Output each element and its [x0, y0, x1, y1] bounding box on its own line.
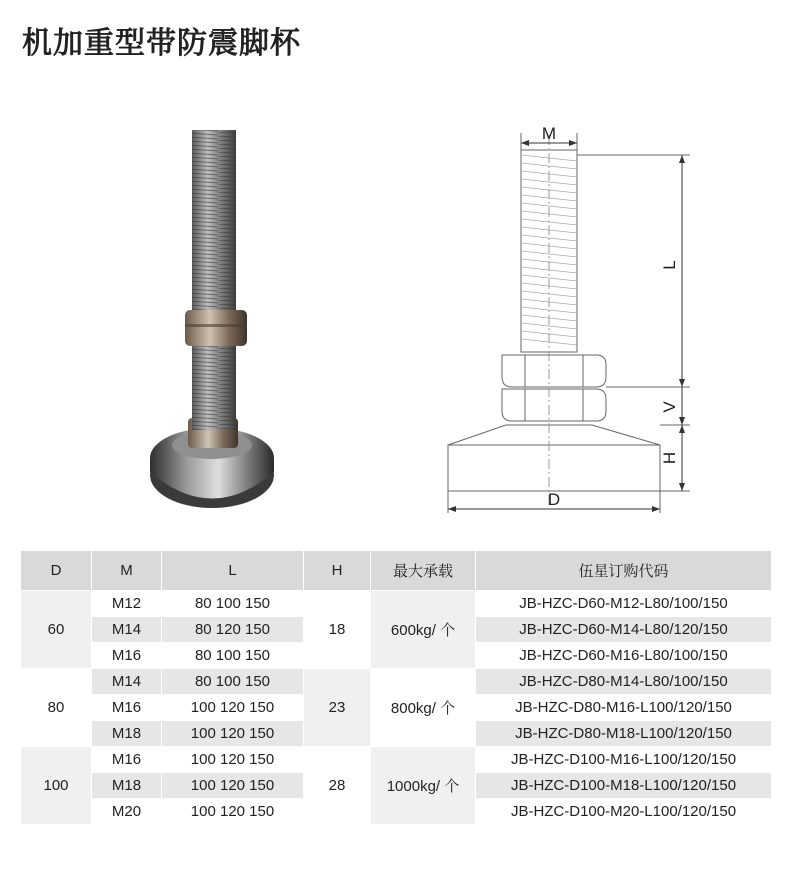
cell-code: JB-HZC-D100-M16-L100/120/150 — [476, 747, 772, 773]
cell-l: 100 120 150 — [162, 773, 304, 799]
cell-m: M16 — [92, 643, 162, 669]
cell-l: 100 120 150 — [162, 799, 304, 825]
dim-d-label: D — [547, 490, 561, 509]
cell-code: JB-HZC-D100-M18-L100/120/150 — [476, 773, 772, 799]
cell-m: M16 — [92, 747, 162, 773]
cell-h: 28 — [304, 747, 371, 825]
cell-l: 100 120 150 — [162, 695, 304, 721]
dimension-drawing — [420, 115, 720, 525]
spec-table — [20, 550, 772, 825]
cell-m: M16 — [92, 695, 162, 721]
cell-load: 1000kg/ 个 — [371, 747, 476, 825]
cell-l: 100 120 150 — [162, 747, 304, 773]
cell-d: 100 — [21, 747, 92, 825]
cell-code: JB-HZC-D80-M14-L80/100/150 — [476, 669, 772, 695]
header-m: M — [92, 551, 162, 591]
table-row — [21, 591, 772, 617]
cell-l: 80 100 150 — [162, 643, 304, 669]
cell-m: M20 — [92, 799, 162, 825]
cell-code: JB-HZC-D60-M14-L80/120/150 — [476, 617, 772, 643]
header-l: L — [162, 551, 304, 591]
header-order-code: 伍星订购代码 — [476, 551, 772, 591]
product-photo — [130, 120, 330, 520]
cell-m: M14 — [92, 617, 162, 643]
dim-v-label: V — [660, 401, 679, 413]
cell-h: 23 — [304, 669, 371, 747]
cell-l: 80 100 150 — [162, 591, 304, 617]
table-header-row — [21, 551, 772, 591]
cell-code: JB-HZC-D100-M20-L100/120/150 — [476, 799, 772, 825]
cell-l: 100 120 150 — [162, 721, 304, 747]
cell-l: 80 120 150 — [162, 617, 304, 643]
cell-l: 80 100 150 — [162, 669, 304, 695]
cell-load: 800kg/ 个 — [371, 669, 476, 747]
cell-d: 60 — [21, 591, 92, 669]
cell-code: JB-HZC-D60-M16-L80/100/150 — [476, 643, 772, 669]
dim-h-label: H — [660, 451, 679, 465]
table-row — [21, 669, 772, 695]
header-max-load: 最大承载 — [371, 551, 476, 591]
cell-m: M18 — [92, 773, 162, 799]
table-row — [21, 747, 772, 773]
header-h: H — [304, 551, 371, 591]
cell-m: M12 — [92, 591, 162, 617]
cell-code: JB-HZC-D60-M12-L80/100/150 — [476, 591, 772, 617]
dim-l-label: L — [660, 260, 679, 270]
cell-d: 80 — [21, 669, 92, 747]
header-d: D — [21, 551, 92, 591]
cell-code: JB-HZC-D80-M16-L100/120/150 — [476, 695, 772, 721]
dim-m-label: M — [541, 124, 557, 143]
page-title: 机加重型带防震脚杯 — [22, 26, 301, 61]
cell-m: M18 — [92, 721, 162, 747]
cell-load: 600kg/ 个 — [371, 591, 476, 669]
cell-code: JB-HZC-D80-M18-L100/120/150 — [476, 721, 772, 747]
cell-m: M14 — [92, 669, 162, 695]
cell-h: 18 — [304, 591, 371, 669]
